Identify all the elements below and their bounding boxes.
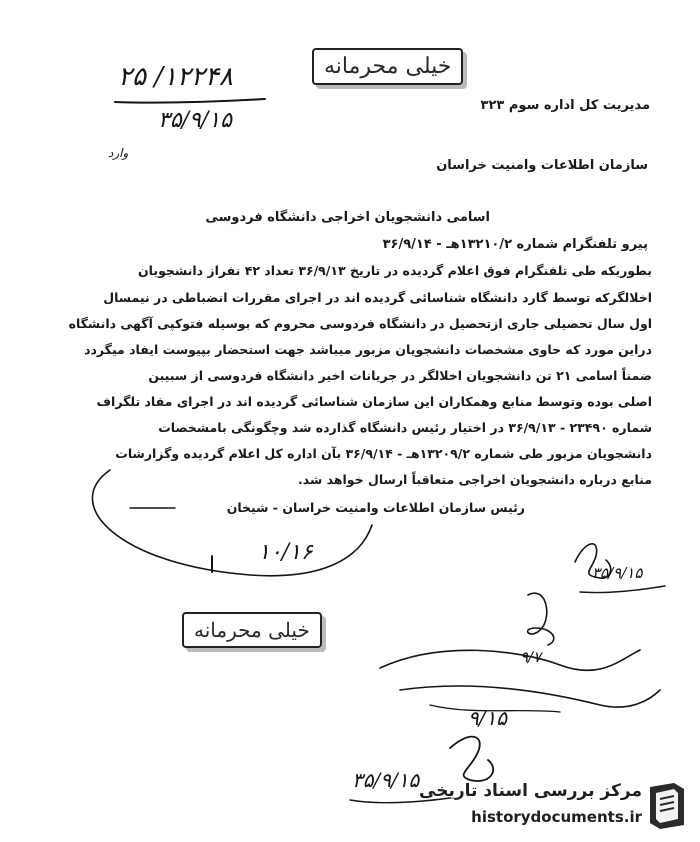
reference-line: پیرو تلفنگرام شماره ۱۳۲۱۰/۲هـ - ۳۶/۹/۱۴ (382, 237, 648, 252)
watermark-title: مرکز بررسی اسناد تاریخی (419, 781, 642, 801)
body-line-7: شماره ۲۳۴۹۰ - ۳۶/۹/۱۳ در اختیار رئیس دانشگاه گذارده شد وچگونگی بامشخصات (158, 420, 652, 435)
archive-logo-icon (644, 779, 690, 831)
bottom-stamp-text: خیلی محرمانه (194, 618, 310, 642)
middle-signature (528, 593, 554, 645)
bottom-confidential-stamp (182, 612, 322, 648)
signature-line: رئیس سازمان اطلاعات وامنیت خراسان - شیخان (226, 500, 525, 515)
body-line-8: دانشجویان مزبور طی شماره ۱۳۲۰۹/۲هـ - ۳۶/۹/۱۴ بآن اداره کل اعلام گردیده وگزارشات (115, 446, 652, 461)
registry-number: ۱۲۲۴۸/ ۲۵ (118, 62, 233, 92)
watermark-url: historydocuments.ir (471, 808, 642, 826)
body-line-2: اخلالگرکه توسط گارد دانشگاه شناسائی گردیده اند در اجرای مقررات انضباطی در نیمسال (103, 290, 652, 305)
addressee-line: سازمان اطلاعات وامنیت خراسان (436, 158, 648, 173)
registry-underline (115, 99, 265, 103)
body-line-4: دراین مورد که حاوی مشخصات دانشجویان مزبور میباشد جهت استحضار بپیوست ایفاد میگردد (84, 342, 652, 357)
bottom-date-note: ۳۵/۹/۱۵ (352, 768, 420, 792)
dispatch-note: وارد (108, 146, 129, 160)
watermark (419, 775, 690, 835)
right-date-underline (580, 586, 665, 593)
body-line-5: ضمناً اسامی ۲۱ تن دانشجویان اخلالگر در جریانات اخیر دانشگاه فردوسی از سبیبن (148, 368, 652, 383)
top-stamp-text: خیلی محرمانه (324, 54, 452, 79)
body-line-3: اول سال تحصیلی جاری ازتحصیل در دانشگاه فردوسی محروم که بوسیله فتوکپی آگهی دانشگاه (68, 316, 652, 331)
body-line-1: بطوریکه طی تلفنگرام فوق اعلام گردیده در تاریخ ۳۶/۹/۱۳ تعداد ۴۲ نفراز دانشجویان (138, 263, 652, 278)
registry-date: ۳۵/۹/۱۵ (158, 108, 232, 133)
right-date-note: ۳۵/۹/۱۵ (592, 564, 643, 582)
mid-note: ۱۰/۱۶ (258, 540, 313, 565)
body-line-9: منابع درباره دانشجویان اخراجی متعاقباً ارسال خواهد شد. (298, 472, 652, 487)
mid-right-mark: ۹/۷ (520, 648, 542, 666)
directorate-line: مدیریت کل اداره سوم ۳۲۳ (480, 98, 650, 113)
lower-date-note: ۹/۱۵ (468, 706, 507, 730)
top-confidential-stamp (312, 48, 463, 85)
subject-line: اسامی دانشجویان اخراجی دانشگاه فردوسی (205, 210, 490, 225)
body-line-6: اصلی بوده وتوسط منابع وهمکاران این سازمان شناسائی گردیده اند در اجرای مفاد تلگراف (96, 394, 652, 409)
